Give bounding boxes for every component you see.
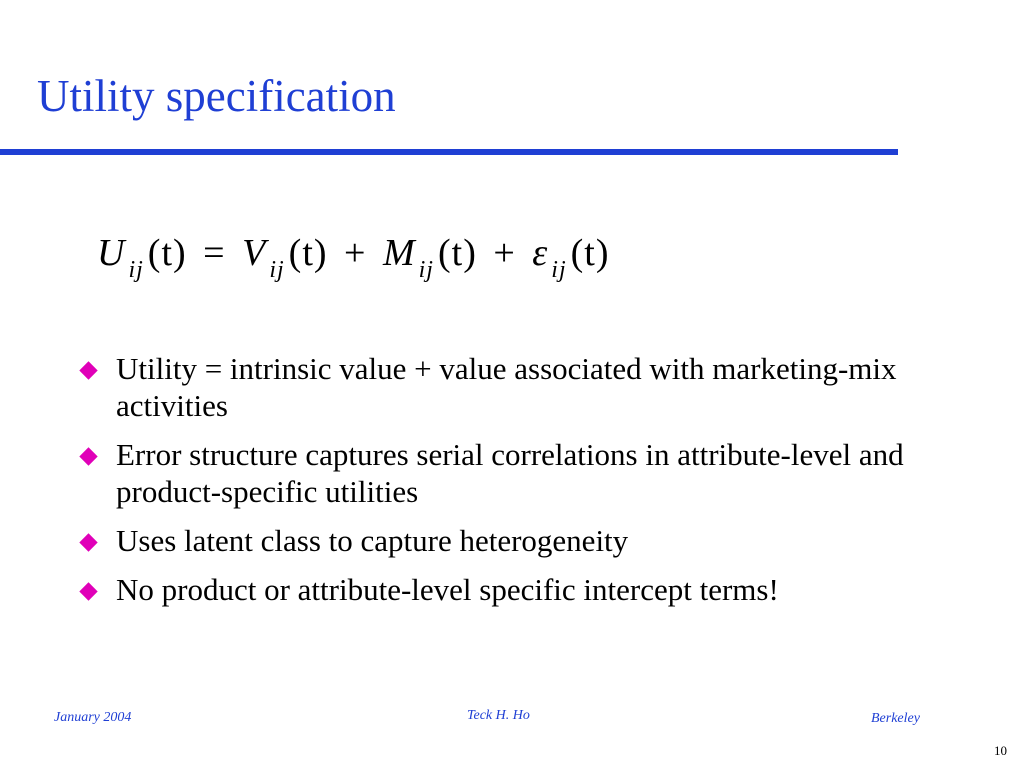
bullet-list [78, 350, 998, 620]
eq-var-u: U [97, 232, 126, 274]
bullet-text: Utility = intrinsic value + value associated with marketing-mix activities [116, 351, 897, 423]
utility-equation [97, 228, 610, 288]
eq-arg-v: (t) [288, 232, 328, 274]
eq-sub-v: ij [269, 257, 285, 283]
footer-date: January 2004 [54, 710, 132, 725]
eq-arg-epsilon: (t) [570, 232, 610, 274]
bullet-item [78, 571, 998, 608]
diamond-bullet-icon [79, 582, 97, 600]
eq-plus-1: + [344, 232, 367, 274]
eq-sub-u: ij [128, 257, 144, 283]
eq-var-m: M [382, 232, 416, 274]
eq-equals: = [203, 232, 226, 274]
diamond-bullet-icon [79, 533, 97, 551]
eq-var-epsilon: ε [532, 232, 549, 274]
eq-arg-m: (t) [437, 232, 477, 274]
page-number: 10 [994, 743, 1007, 758]
bullet-text: No product or attribute-level specific intercept terms! [116, 572, 779, 607]
slide-title: Utility specification [37, 71, 396, 121]
bullet-item [78, 350, 998, 424]
bullet-item [78, 436, 998, 510]
bullet-text: Uses latent class to capture heterogeneity [116, 523, 629, 558]
eq-arg-u: (t) [147, 232, 187, 274]
eq-var-v: V [242, 232, 267, 274]
footer-author: Teck H. Ho [467, 708, 530, 723]
title-underline [0, 149, 898, 155]
eq-sub-epsilon: ij [551, 257, 567, 283]
eq-sub-m: ij [418, 257, 434, 283]
eq-plus-2: + [493, 232, 516, 274]
bullet-text: Error structure captures serial correlations in attribute-level and product-specific utilities [116, 437, 904, 509]
bullet-item [78, 522, 998, 559]
diamond-bullet-icon [79, 447, 97, 465]
footer-place: Berkeley [871, 711, 920, 726]
diamond-bullet-icon [79, 361, 97, 379]
